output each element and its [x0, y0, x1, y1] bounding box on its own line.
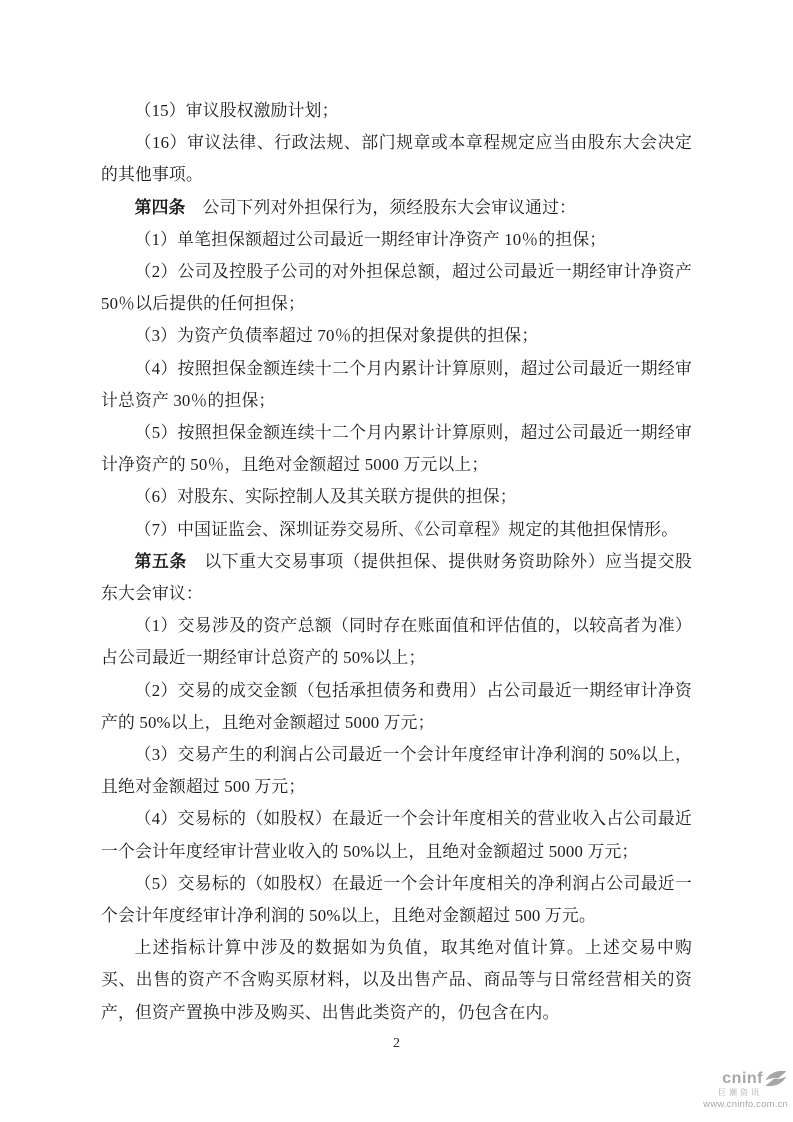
cninfo-logo	[688, 1069, 788, 1110]
paragraph: （1）交易涉及的资产总额（同时存在账面值和评估值的，以较高者为准）占公司最近一期经审计总资产的 50%以上；	[101, 616, 692, 668]
cninfo-brand-text: cninf	[722, 1069, 763, 1087]
paragraph: （15）审议股权激励计划；	[134, 101, 339, 120]
cninfo-logo-row	[688, 1069, 788, 1088]
paragraph: （4）交易标的（如股权）在最近一个会计年度相关的营业收入占公司最近一个会计年度经审计营业收入的 50%以上，且绝对金额超过 5000 万元；	[101, 809, 692, 861]
paragraph: （3）交易产生的利润占公司最近一个会计年度经审计净利润的 50%以上，且绝对金额超过 500 万元；	[101, 745, 692, 797]
paragraph: 上述指标计算中涉及的数据如为负值，取其绝对值计算。上述交易中购买、出售的资产不含购买原材料，以及出售产品、商品等与日常经营相关的资产，但资产置换中涉及购买、出售此类资产的，仍包含在内。	[101, 938, 692, 1022]
paragraph: （6）对股东、实际控制人及其关联方提供的担保；	[134, 487, 517, 507]
document-body	[101, 95, 692, 1029]
article-number: 第五条	[134, 551, 187, 571]
page-number: 2	[393, 1036, 400, 1051]
cninfo-swoosh-icon	[764, 1069, 788, 1088]
paragraph: （4）按照担保金额连续十二个月内累计计算原则，超过公司最近一期经审计总资产 30％的担保；	[101, 358, 692, 410]
paragraph: （7）中国证监会、深圳证券交易所、《公司章程》规定的其他担保情形。	[134, 519, 679, 539]
paragraph: （5）交易标的（如股权）在最近一个会计年度相关的净利润占公司最近一个会计年度经审计净利润的 50%以上，且绝对金额超过 500 万元。	[101, 873, 692, 926]
cninfo-url: www.cninfo.com.cn	[703, 1099, 788, 1110]
article-number: 第四条	[134, 197, 186, 217]
paragraph: （3）为资产负债率超过 70％的担保对象提供的担保；	[134, 326, 539, 346]
paragraph: 第四条 公司下列对外担保行为，须经股东大会审议通过：	[134, 197, 577, 217]
cninfo-chinese-name: 巨潮资讯	[718, 1088, 762, 1097]
paragraph: 第五条 以下重大交易事项（提供担保、提供财务资助除外）应当提交股东大会审议：	[101, 551, 692, 604]
paragraph: （1）单笔担保额超过公司最近一期经审计净资产 10％的担保；	[134, 229, 607, 249]
paragraph: （2）交易的成交金额（包括承担债务和费用）占公司最近一期经审计净资产的 50%以上，且绝对金额超过 5000 万元；	[101, 680, 692, 732]
paragraph: （16）审议法律、行政法规、部门规章或本章程规定应当由股东大会决定的其他事项。	[101, 133, 692, 185]
paragraph: （5）按照担保金额连续十二个月内累计计算原则，超过公司最近一期经审计净资产的 50％，且绝对金额超过 5000 万元以上；	[101, 423, 692, 475]
paragraph: （2）公司及控股子公司的对外担保总额，超过公司最近一期经审计净资产 50％以后提供的任何担保；	[101, 262, 692, 314]
